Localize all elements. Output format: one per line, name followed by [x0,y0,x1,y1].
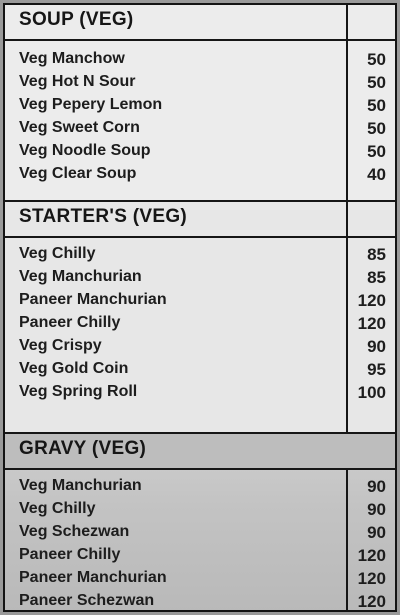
item-price: 50 [367,96,386,115]
item-name: Veg Manchurian [19,477,142,494]
menu-item [5,94,395,117]
item-price: 120 [357,546,386,565]
menu-item [5,590,395,612]
item-price: 120 [357,291,386,310]
section-title: GRAVY (VEG) [19,438,147,459]
section-header [5,202,395,238]
item-name: Veg Chilly [19,245,96,262]
item-price: 85 [367,268,386,287]
item-price: 100 [357,383,386,402]
item-price: 40 [367,165,386,184]
menu-item [5,48,395,71]
item-name: Veg Crispy [19,337,102,354]
item-name: Paneer Chilly [19,314,121,331]
starter-section [5,202,395,432]
item-name: Paneer Schezwan [19,592,155,609]
menu-item [5,521,395,544]
menu-item [5,544,395,567]
item-price: 90 [367,337,386,356]
gravy-section [5,434,395,612]
section-header [5,434,395,470]
item-price: 90 [367,500,386,519]
menu-item [5,335,395,358]
menu-item [5,358,395,381]
item-name: Veg Noodle Soup [19,142,151,159]
item-name: Veg Chilly [19,500,96,517]
menu-item [5,312,395,335]
item-price: 95 [367,360,386,379]
item-name: Veg Schezwan [19,523,130,540]
menu-item [5,289,395,312]
item-name: Veg Sweet Corn [19,119,140,136]
item-name: Veg Manchurian [19,268,142,285]
item-price: 90 [367,523,386,542]
soup-section [5,5,395,200]
menu-item [5,117,395,140]
menu-item [5,381,395,404]
item-name: Veg Hot N Sour [19,73,136,90]
item-price: 90 [367,477,386,496]
item-name: Veg Spring Roll [19,383,138,400]
menu-item [5,243,395,266]
item-price: 85 [367,245,386,264]
menu-item [5,498,395,521]
item-name: Paneer Manchurian [19,569,167,586]
item-price: 50 [367,119,386,138]
menu-item [5,567,395,590]
menu-item [5,266,395,289]
item-name: Paneer Chilly [19,546,121,563]
item-price: 50 [367,142,386,161]
item-price: 120 [357,569,386,588]
item-name: Veg Pepery Lemon [19,96,163,113]
item-name: Veg Clear Soup [19,165,137,182]
item-price: 50 [367,50,386,69]
item-price: 50 [367,73,386,92]
menu-item [5,475,395,498]
section-title: STARTER'S (VEG) [19,206,188,227]
item-name: Veg Gold Coin [19,360,129,377]
item-name: Veg Manchow [19,50,125,67]
menu-item [5,163,395,186]
section-header [5,5,395,41]
section-title: SOUP (VEG) [19,9,134,30]
item-price: 120 [357,314,386,333]
item-name: Paneer Manchurian [19,291,167,308]
item-price: 120 [357,592,386,611]
menu-card [3,3,397,612]
menu-item [5,140,395,163]
menu-item [5,71,395,94]
